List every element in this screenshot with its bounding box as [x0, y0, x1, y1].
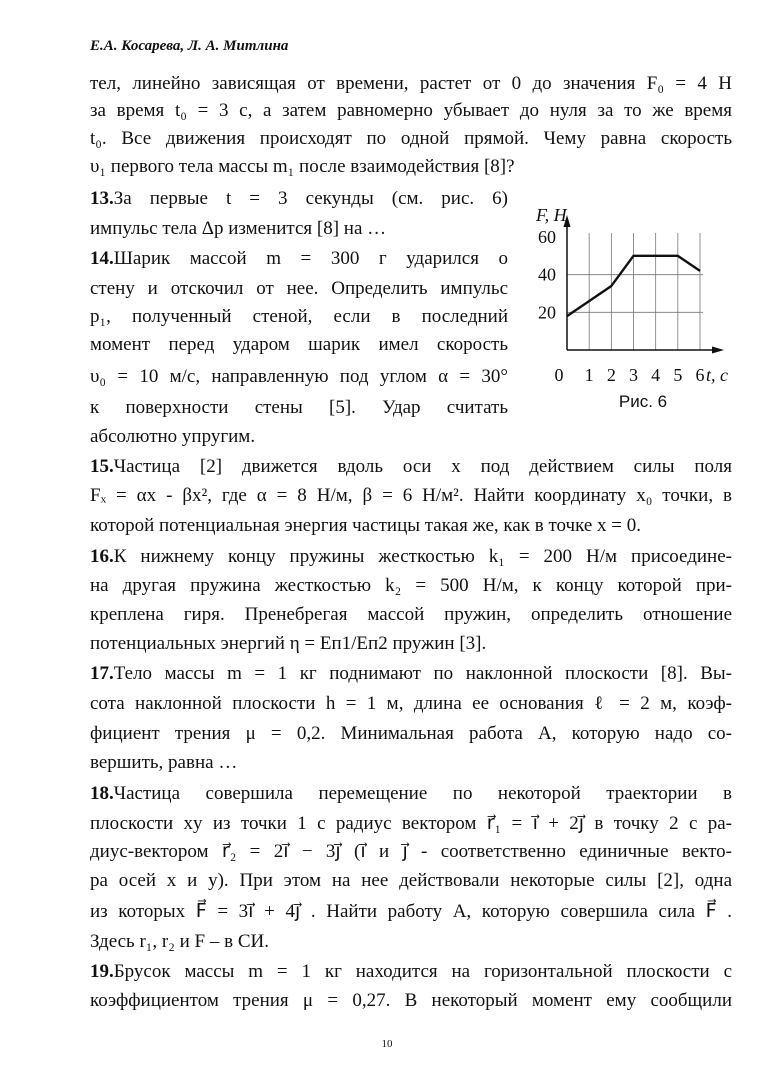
line-text: p₁, полученный стеной, если в последний	[90, 306, 508, 327]
problem-number: 15.	[90, 456, 114, 477]
line-text: за время t₀ = 3 с, а затем равномерно убывает до нуля за то же время	[90, 100, 732, 121]
figure-6-chart	[520, 205, 750, 420]
problem-number: 19.	[90, 961, 114, 982]
line-text: За первые t = 3 секунды (см. рис. 6)	[113, 188, 508, 209]
x-axis-label: t, с	[706, 365, 728, 385]
origin-label: 0	[554, 365, 564, 385]
line-text: коэффициентом трения μ = 0,27. В некоторый момент ему сообщили	[90, 990, 732, 1011]
line-text: импульс тела Δp изменится [8] на …	[90, 218, 387, 239]
text-line	[90, 277, 508, 301]
line-text: сота наклонной плоскости h = 1 м, длина ее основания ℓ = 2 м, коэф-	[90, 693, 732, 714]
y-tick-label: 20	[538, 302, 556, 323]
line-text: тел, линейно зависящая от времени, растет от 0 до значения F₀ = 4 Н	[90, 73, 732, 94]
line-text: Шарик массой m = 300 г ударился о	[113, 248, 508, 269]
x-axis-arrow	[712, 347, 724, 354]
chart-labels	[535, 205, 728, 411]
text-line	[90, 396, 508, 420]
y-axis-label: F, Н	[536, 205, 567, 225]
line-text: Брусок массы m = 1 кг находится на горизонтальной плоскости с	[113, 961, 732, 982]
text-line	[90, 989, 732, 1013]
line-text: Частица совершила перемещение по некоторой траектории в	[113, 783, 732, 804]
line-text: к поверхности стены [5]. Удар считать	[90, 397, 508, 418]
line-text: υ₀ = 10 м/с, направленную под углом α = 30°	[90, 366, 508, 387]
text-line	[90, 155, 515, 179]
line-text: Здесь r₁, r₂ и F – в СИ.	[90, 931, 269, 952]
figure-caption: Рис. 6	[618, 392, 668, 411]
problem-number: 17.	[90, 663, 114, 684]
text-line	[90, 960, 732, 984]
line-text: потенциальных энергий η = Eп1/Eп2 пружин [3].	[90, 633, 487, 654]
line-text: Тело массы m = 1 кг поднимают по наклонной плоскости [8]. Вы-	[113, 663, 732, 684]
text-line	[90, 99, 732, 123]
text-line	[90, 425, 255, 449]
text-line	[90, 603, 732, 627]
text-line	[90, 247, 508, 271]
text-line	[90, 812, 732, 836]
text-line	[90, 900, 732, 924]
line-text: которой потенциальная энергия частицы такая же, как в точке x = 0.	[90, 515, 642, 536]
line-text: вершить, равна …	[90, 752, 238, 773]
problem-number: 18.	[90, 783, 114, 804]
text-line	[90, 127, 732, 151]
text-line	[90, 692, 732, 716]
line-text: К нижнему концу пружины жесткостью k₁ = 200 Н/м присоедине-	[113, 546, 732, 567]
line-text: из которых F⃗ = 3i⃗ + 4j⃗ . Найти работу A, которую совершила сила F⃗ .	[90, 901, 732, 922]
text-line	[90, 869, 732, 893]
y-tick-label: 60	[538, 227, 556, 247]
page-number: 10	[381, 1038, 393, 1050]
text-line	[90, 782, 732, 806]
line-text: на другая пружина жесткостью k₂ = 500 Н/м, к концу которой при-	[90, 575, 732, 596]
text-line	[90, 840, 732, 864]
line-text: υ₁ первого тела массы m₁ после взаимодействия [8]?	[90, 156, 515, 177]
line-text: t₀. Все движения происходят по одной прямой. Чему равна скорость	[90, 128, 732, 149]
text-line	[90, 72, 732, 96]
x-tick-label: 4	[651, 365, 661, 385]
chart-grid	[567, 233, 703, 350]
text-line	[90, 305, 508, 329]
y-tick-label: 40	[538, 264, 556, 285]
line-text: момент перед ударом шарик имел скорость	[90, 334, 508, 355]
line-text: фициент трения μ = 0,2. Минимальная работа A, которую надо со-	[90, 723, 732, 744]
text-line	[90, 333, 508, 357]
x-tick-label: 5	[673, 365, 683, 385]
x-tick-label: 2	[606, 365, 616, 385]
line-text: Частица [2] движется вдоль оси x под действием силы поля	[113, 456, 732, 477]
line-text: креплена гиря. Пренебрегая массой пружин, определить отношение	[90, 604, 732, 625]
text-line	[90, 545, 732, 569]
problem-number: 14.	[90, 248, 114, 269]
text-line	[90, 662, 732, 686]
text-line	[90, 574, 732, 598]
text-line	[90, 365, 508, 389]
line-text: диус-вектором r⃗₂ = 2i⃗ − 3j⃗ (i⃗ и j⃗ - соответственно единичные векто-	[90, 841, 732, 862]
x-tick-label: 3	[629, 365, 638, 385]
line-text: стену и отскочил от нее. Определить импульс	[90, 278, 508, 299]
text-line	[90, 187, 508, 211]
x-tick-label: 1	[584, 365, 594, 385]
text-line	[90, 930, 269, 954]
line-text: плоскости xy из точки 1 с радиус вектором r⃗₁ = i⃗ + 2j⃗ в точку 2 с ра-	[90, 813, 732, 834]
text-line	[90, 722, 732, 746]
text-line	[90, 217, 386, 241]
x-tick-label: 6	[695, 365, 705, 385]
text-line	[90, 484, 732, 508]
page-header-authors: Е.А. Косарева, Л. А. Митлина	[90, 38, 289, 54]
text-line	[90, 514, 641, 538]
problem-number: 13.	[90, 188, 114, 209]
line-text: абсолютно упругим.	[90, 426, 256, 447]
problem-number: 16.	[90, 546, 114, 567]
text-line	[90, 455, 732, 479]
text-line	[90, 632, 486, 656]
line-text: ра осей x и y). При этом на нее действовали некоторые силы [2], одна	[90, 870, 732, 891]
text-line	[90, 751, 237, 775]
line-text: Fₓ = αx - βx², где α = 8 Н/м, β = 6 Н/м². Найти координату x₀ точки, в	[90, 485, 732, 506]
